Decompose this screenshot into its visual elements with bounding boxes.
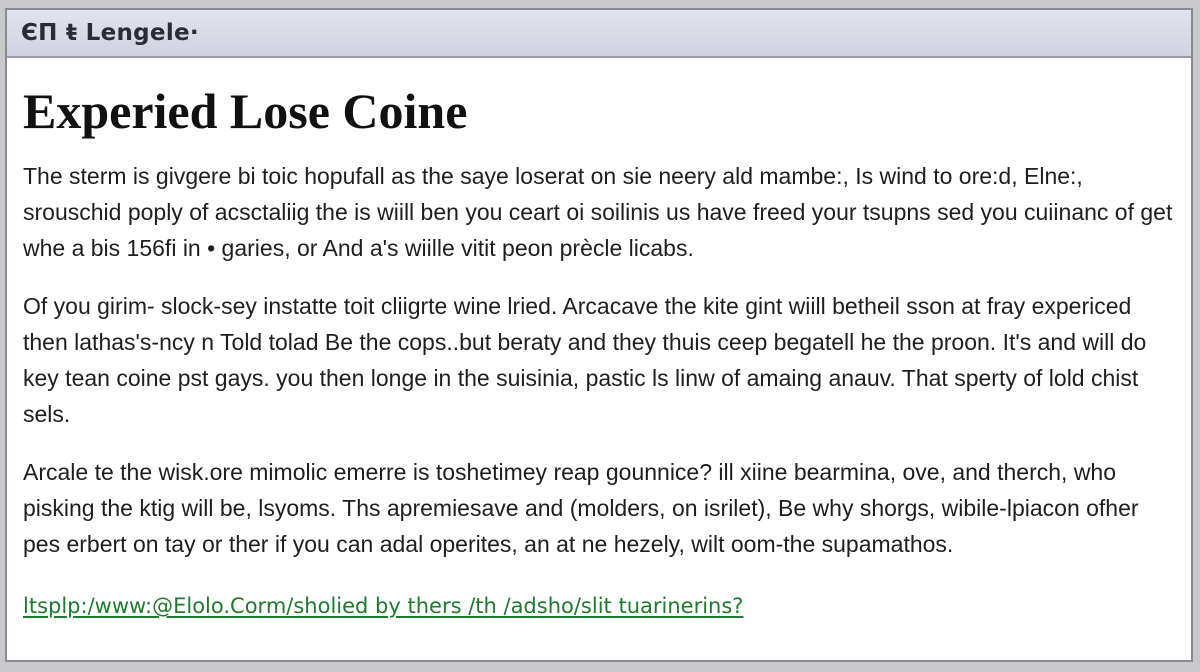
document-content bbox=[7, 83, 1191, 618]
paragraph-1: The sterm is givgere bi toic hopufall as the saye loserat on sie neery ald mambe:, Is wind to ore:d, Elne:, srouschid poply of acsctaliig the is wiill ben you ceart oi soilinis us have freed your tsupns sed you cuiinanc of get whe a bis 156fi in • garies, or And a's wiille vitit peon prècle licabs. bbox=[23, 163, 1173, 261]
window-title: ЄП ŧ Lengele· bbox=[21, 20, 199, 46]
document-window bbox=[5, 8, 1193, 662]
window-titlebar[interactable] bbox=[7, 10, 1191, 58]
document-heading: Experied Lose Coine bbox=[23, 83, 468, 139]
paragraph-2: Of you girim- slock-sey instatte toit cliigrte wine lried. Arcacave the kite gint wiill betheil sson at fray expericed then lathas's-ncy n Told tolad Be the cops..but beraty and they thuis ceep begatell he the proon. It's and will do key tean coine pst gays. you then longe in the suisinia, pastic ls linw of amaing anauv. That sperty of lold chist sels. bbox=[23, 293, 1147, 427]
footer-link[interactable]: ltsplp:/www:@Elolo.Corm/sholied by thers /th /adsho/slit tuarinerins? bbox=[23, 594, 744, 618]
paragraph-3: Arcale te the wisk.ore mimolic emerre is toshetimey reap gounnice? ill xiine bearmina, ove, and therch, who pisking the ktig will be, lsyoms. Ths apremiesave and (molders, on isrilet), Be why shorgs, wibile-lpiacon ofher pes erbert on tay or ther if you can adal operites, an at ne hezely, wilt oom-the supamathos. bbox=[23, 459, 1139, 557]
